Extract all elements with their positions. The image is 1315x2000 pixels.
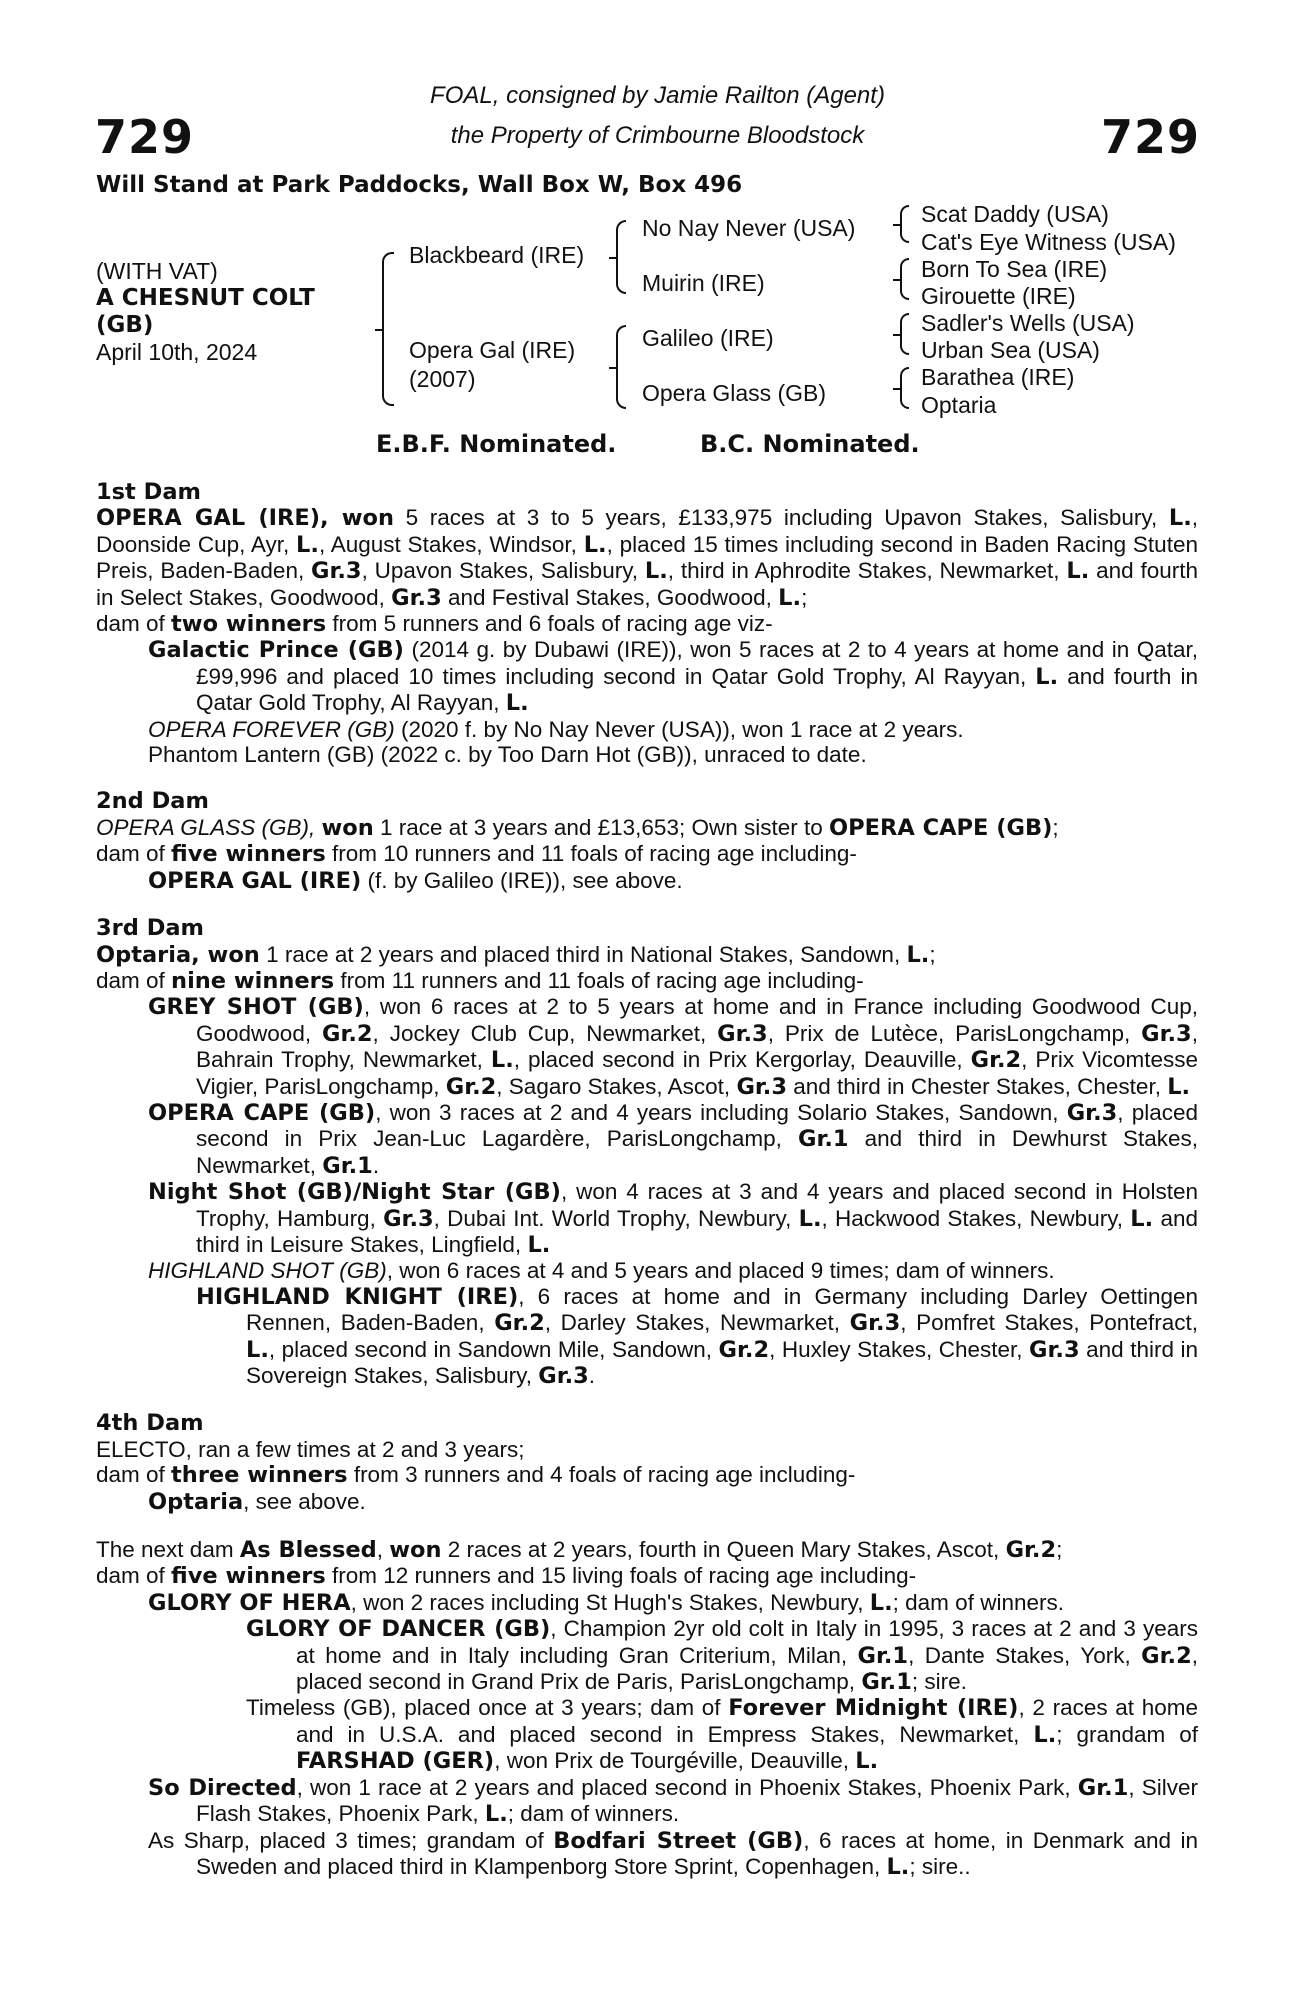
pedigree-paragraph <box>96 1179 1198 1258</box>
bold-text: Gr.3 <box>311 558 362 585</box>
text-run: , Darley Stakes, Newmarket, <box>544 1310 850 1336</box>
text-run: , won 2 races including St Hugh's Stakes, Newbury, <box>350 1589 870 1615</box>
text-run: , won 6 races at 2 to 5 years at home and in France including Goodwood Cup, Goodwood, <box>196 994 1198 1046</box>
bold-text: won <box>389 1537 442 1564</box>
text-run: from 3 runners and 4 foals of racing age including- <box>347 1462 856 1488</box>
text-run: from 5 runners and 6 foals of racing age viz- <box>326 611 773 637</box>
text-run: , Dante Stakes, York, <box>908 1642 1142 1668</box>
pedigree-paragraph <box>96 1100 1198 1179</box>
bold-text: Gr.2 <box>718 1336 770 1363</box>
bc-nominated: B.C. Nominated. <box>700 430 920 458</box>
bold-text: Gr.3 <box>736 1073 787 1100</box>
text-run: . <box>588 1363 596 1388</box>
bold-text: L. <box>855 1748 879 1775</box>
text-run: and fourth in Select Stakes, Goodwood, <box>96 558 1198 610</box>
text-run: , placed 15 times including second in Baden Racing Stuten Preis, Baden-Baden, <box>96 531 1198 584</box>
grandsire-3: Born To Sea (IRE) <box>921 256 1108 282</box>
dam-name: Opera Gal (IRE) <box>409 337 576 363</box>
pedigree-paragraph <box>96 1462 1198 1488</box>
bold-text: Gr.1 <box>322 1152 373 1179</box>
text-run: , 6 races at home and in Germany including Darley Oettingen Rennen, Baden-Baden, <box>246 1283 1198 1336</box>
text-run: , won 3 races at 2 and 4 years including Solario Stakes, Sandown, <box>375 1099 1067 1125</box>
text-run: , placed second in Prix Kergorlay, Deauville, <box>513 1047 971 1073</box>
grandsire-2: Cat's Eye Witness (USA) <box>921 229 1176 255</box>
bold-text: Gr.3 <box>538 1363 589 1389</box>
text-run: ELECTO, ran a few times at 2 and 3 years; <box>96 1436 525 1462</box>
pedigree-brace-g2 <box>900 258 909 300</box>
text-run: , Dubai Int. World Trophy, Newbury, <box>433 1205 799 1231</box>
bold-text: L. <box>583 531 607 558</box>
pedigree-paragraph <box>96 637 1198 716</box>
sire-dam-name: Muirin (IRE) <box>642 270 765 296</box>
text-run: , Bahrain Trophy, Newmarket, <box>196 1020 1198 1073</box>
text-run: As Sharp, placed 3 times; grandam of <box>148 1827 554 1853</box>
pedigree-paragraph <box>96 942 1198 968</box>
pedigree-brace-g1 <box>900 205 909 243</box>
dam-sire-name: Galileo (IRE) <box>642 325 774 351</box>
text-run: dam of <box>96 1563 172 1589</box>
pedigree-paragraph <box>96 611 1198 637</box>
bold-text: Forever Midnight (IRE) <box>728 1695 1019 1722</box>
text-run: and fourth in Qatar Gold Trophy, Al Rayyan, <box>196 663 1199 716</box>
grandsire-6: Urban Sea (USA) <box>921 337 1100 363</box>
bold-text: Gr.1 <box>797 1126 849 1153</box>
bold-text: Gr.2 <box>1005 1537 1057 1564</box>
bold-text: So Directed <box>148 1774 297 1801</box>
bold-text: L. <box>869 1589 893 1616</box>
bold-text: GREY SHOT (GB) <box>148 994 364 1021</box>
bold-text: L. <box>1167 1073 1191 1100</box>
text-run: , Champion 2yr old colt in Italy in 1995, 3 races at 2 and 3 years at home and in Italy including Gran Criterium, Milan, <box>296 1616 1198 1668</box>
bold-text: Gr.2 <box>321 1020 373 1047</box>
bold-text: L. <box>798 1205 822 1232</box>
bold-text: Gr.1 <box>861 1669 912 1696</box>
pedigree-paragraph <box>96 1537 1198 1563</box>
bold-text: OPERA CAPE (GB) <box>148 1099 376 1126</box>
text-run: , Hackwood Stakes, Newbury, <box>821 1205 1131 1231</box>
bold-text: Galactic Prince (GB) <box>148 637 404 664</box>
grandsire-8: Optaria <box>921 392 997 418</box>
text-run: ; <box>1056 1537 1063 1563</box>
grandsire-1: Scat Daddy (USA) <box>921 201 1109 227</box>
bold-text: L. <box>490 1047 514 1074</box>
bold-text: Gr.3 <box>717 1020 768 1047</box>
text-run: . <box>372 1152 380 1178</box>
section-heading: 2nd Dam <box>96 788 209 815</box>
standing-location: Will Stand at Park Paddocks, Wall Box W, Box 496 <box>96 172 743 198</box>
bold-text: L. <box>886 1853 910 1880</box>
bold-text: GLORY OF HERA <box>148 1589 351 1616</box>
pedigree-brace-sire <box>616 220 626 294</box>
dam-section <box>96 1411 1198 1515</box>
section-heading: 1st Dam <box>96 479 201 505</box>
pedigree-paragraph <box>96 1775 1198 1828</box>
bold-text: five winners <box>171 841 326 868</box>
pedigree-paragraph <box>96 841 1198 867</box>
lot-number-right: 729 <box>1100 110 1200 164</box>
pedigree-brace-main <box>382 252 394 406</box>
text-run: , 2 races at home and in U.S.A. and placed second in Empress Stakes, Newmarket, <box>296 1695 1198 1747</box>
bold-text: three winners <box>171 1462 348 1489</box>
text-run: from 10 runners and 11 foals of racing age including- <box>325 841 857 867</box>
pedigree-paragraph <box>96 742 1198 767</box>
bold-text: L. <box>296 531 319 558</box>
bold-text: won <box>321 814 374 841</box>
bold-text: L. <box>778 584 802 611</box>
pedigree-brace-dam <box>616 325 626 409</box>
text-run: ; sire.. <box>909 1853 971 1879</box>
pedigree-paragraph <box>96 868 1198 894</box>
text-run: , Prix Vicomtesse Vigier, ParisLongchamp, <box>196 1047 1198 1099</box>
text-run: , won 4 races at 3 and 4 years and placed second in Holsten Trophy, Hamburg, <box>196 1179 1198 1231</box>
bold-text: As Blessed <box>239 1537 377 1564</box>
bold-text: L. <box>906 941 930 968</box>
lot-number-left: 729 <box>95 110 195 164</box>
bold-text: L. <box>484 1801 508 1828</box>
pedigree-paragraph <box>96 994 1198 1100</box>
bold-text: nine winners <box>171 967 335 994</box>
text-run: ; <box>801 584 808 610</box>
text-run: 1 race at 3 years and £13,653; Own sister to <box>373 814 830 840</box>
bold-text: L. <box>1035 663 1059 690</box>
text-run: Timeless (GB), placed once at 3 years; dam of <box>246 1695 729 1721</box>
dam-year: (2007) <box>409 366 476 392</box>
catalogue-text <box>96 480 1198 1880</box>
text-run: The next dam <box>96 1537 240 1563</box>
pedigree-brace-g4 <box>900 367 909 409</box>
bold-text: Bodfari Street (GB) <box>553 1827 804 1854</box>
text-run: ; dam of winners. <box>892 1589 1064 1615</box>
bold-text: L. <box>246 1336 269 1363</box>
text-run: , third in Aphrodite Stakes, Newmarket, <box>667 558 1067 584</box>
text-run: ; <box>929 941 936 967</box>
bold-text: Gr.3 <box>1141 1020 1192 1047</box>
bold-text: Gr.2 <box>445 1073 497 1100</box>
text-run: , Upavon Stakes, Salisbury, <box>361 558 645 584</box>
bold-text: Optaria <box>148 1488 244 1515</box>
pedigree-brace-g3 <box>900 313 909 355</box>
text-run: Phantom Lantern (GB) (2022 c. by Too Darn Hot (GB)), unraced to date. <box>148 742 867 768</box>
bold-text: Gr.3 <box>1066 1099 1118 1126</box>
bold-text: L. <box>1066 558 1090 585</box>
sire-name: Blackbeard (IRE) <box>409 242 585 268</box>
bold-text: L. <box>1130 1205 1154 1232</box>
bold-text: two winners <box>171 611 327 638</box>
text-run: and third in Sovereign Stakes, Salisbury, <box>246 1336 1198 1388</box>
text-run: , Jockey Club Cup, Newmarket, <box>372 1020 718 1046</box>
pedigree-paragraph <box>96 717 1198 742</box>
bold-text: Gr.1 <box>857 1642 909 1669</box>
pedigree-paragraph <box>96 1563 1198 1589</box>
text-run: and Festival Stakes, Goodwood, <box>441 584 779 610</box>
section-heading: 3rd Dam <box>96 915 204 942</box>
bold-text: L. <box>1033 1721 1057 1748</box>
text-run: , Sagaro Stakes, Ascot, <box>496 1073 737 1099</box>
dam-section <box>96 1537 1198 1880</box>
bold-text: Optaria, won <box>96 941 260 968</box>
bold-text: Gr.2 <box>494 1310 545 1337</box>
dam-section <box>96 916 1198 1389</box>
dam-section <box>96 480 1198 767</box>
pedigree-paragraph <box>96 1695 1198 1774</box>
pedigree-paragraph <box>96 1258 1198 1283</box>
text-run: , see above. <box>243 1488 366 1514</box>
pedigree-paragraph <box>96 815 1198 841</box>
sire-sire-name: No Nay Never (USA) <box>642 215 856 241</box>
bold-text: HIGHLAND KNIGHT (IRE) <box>196 1283 519 1310</box>
text-run: , August Stakes, Windsor, <box>318 531 584 557</box>
italic-text: HIGHLAND SHOT (GB) <box>148 1258 387 1284</box>
text-run: dam of <box>96 611 172 637</box>
text-run: , 6 races at home, in Denmark and in Sweden and placed third in Klampenborg Store Sprint, Copenhagen, <box>196 1827 1198 1879</box>
pedigree-paragraph <box>96 505 1198 611</box>
italic-text: OPERA FOREVER (GB) <box>148 716 395 742</box>
bold-text: L. <box>527 1231 551 1258</box>
pedigree-paragraph <box>96 1828 1198 1881</box>
text-run: and third in Leisure Stakes, Lingfield, <box>196 1205 1198 1257</box>
pedigree-paragraph <box>96 1590 1198 1616</box>
text-run: ; sire. <box>911 1669 967 1695</box>
text-run: , Silver Flash Stakes, Phoenix Park, <box>196 1774 1199 1827</box>
bold-text: OPERA CAPE (GB) <box>829 814 1053 841</box>
text-run: 2 races at 2 years, fourth in Queen Mary Stakes, Ascot, <box>441 1537 1006 1563</box>
text-run: , <box>376 1537 390 1563</box>
text-run: , Doonside Cup, Ayr, <box>96 505 1199 557</box>
text-run: dam of <box>96 967 172 993</box>
text-run: , won Prix de Tourgéville, Deauville, <box>494 1748 856 1774</box>
text-run: , won 1 race at 2 years and placed second in Phoenix Stakes, Phoenix Park, <box>296 1774 1078 1800</box>
text-run: dam of <box>96 841 172 867</box>
text-run: ; dam of winners. <box>507 1801 680 1827</box>
text-run: , placed second in Prix Jean-Luc Lagardère, ParisLongchamp, <box>196 1099 1198 1152</box>
bold-text: GLORY OF DANCER (GB) <box>246 1616 551 1643</box>
lot-name-line-2: (GB) <box>96 312 154 338</box>
bold-text: Gr.2 <box>1141 1642 1192 1669</box>
text-run: , placed second in Sandown Mile, Sandown, <box>268 1336 719 1362</box>
text-run: ; grandam of <box>1056 1721 1198 1747</box>
text-run: from 12 runners and 15 living foals of racing age including- <box>325 1563 917 1589</box>
bold-text: Gr.3 <box>1029 1336 1080 1363</box>
text-run: , Prix de Lutèce, ParisLongchamp, <box>767 1020 1142 1046</box>
ebf-nominated: E.B.F. Nominated. <box>376 430 617 458</box>
lot-name-line-1: A CHESNUT COLT <box>96 285 315 311</box>
italic-text: OPERA GLASS (GB), <box>96 814 322 840</box>
text-run: 5 races at 3 to 5 years, £133,975 including Upavon Stakes, Salisbury, <box>394 505 1169 531</box>
bold-text: L. <box>1168 505 1192 532</box>
pedigree-paragraph <box>96 1489 1198 1515</box>
pedigree-paragraph <box>96 968 1198 994</box>
bold-text: Gr.1 <box>1077 1774 1129 1801</box>
pedigree-paragraph <box>96 1616 1198 1695</box>
bold-text: Gr.2 <box>970 1047 1022 1074</box>
text-run: from 11 runners and 11 foals of racing age including- <box>334 967 864 993</box>
bold-text: OPERA GAL (IRE), won <box>96 505 395 532</box>
bold-text: FARSHAD (GER) <box>296 1748 495 1775</box>
text-run: and third in Dewhurst Stakes, Newmarket, <box>196 1126 1198 1178</box>
text-run: (2014 g. by Dubawi (IRE)), won 5 races at 2 to 4 years at home and in Qatar, £99,996 and placed 10 times including second in Qatar Gold Trophy, Al Rayyan, <box>196 637 1198 689</box>
bold-text: Gr.3 <box>391 584 442 611</box>
vat-label: (WITH VAT) <box>96 258 218 284</box>
text-run: , placed second in Grand Prix de Paris, ParisLongchamp, <box>296 1642 1198 1695</box>
text-run: (f. by Galileo (IRE)), see above. <box>361 867 683 893</box>
bold-text: L. <box>644 558 668 585</box>
text-run: 1 race at 2 years and placed third in National Stakes, Sandown, <box>259 941 907 967</box>
pedigree-paragraph <box>96 1284 1198 1390</box>
text-run: dam of <box>96 1462 172 1488</box>
text-run: and third in Chester Stakes, Chester, <box>787 1073 1168 1099</box>
grandsire-7: Barathea (IRE) <box>921 364 1075 390</box>
dam-section <box>96 789 1198 894</box>
pedigree-paragraph <box>96 1437 1198 1462</box>
bold-text: L. <box>505 690 529 717</box>
foaling-date: April 10th, 2024 <box>96 339 258 365</box>
bold-text: Night Shot (GB)/Night Star (GB) <box>148 1179 561 1206</box>
text-run: , Huxley Stakes, Chester, <box>769 1336 1030 1362</box>
bold-text: OPERA GAL (IRE) <box>148 867 362 894</box>
text-run: , won 6 races at 4 and 5 years and placed 9 times; dam of winners. <box>386 1258 1055 1284</box>
bold-text: Gr.3 <box>849 1310 901 1337</box>
grandsire-5: Sadler's Wells (USA) <box>921 310 1135 336</box>
text-run: (2020 f. by No Nay Never (USA)), won 1 race at 2 years. <box>394 716 964 742</box>
dam-dam-name: Opera Glass (GB) <box>642 380 827 406</box>
bold-text: five winners <box>171 1563 326 1590</box>
grandsire-4: Girouette (IRE) <box>921 283 1076 309</box>
text-run: , Pomfret Stakes, Pontefract, <box>900 1310 1199 1336</box>
bold-text: Gr.3 <box>383 1205 434 1232</box>
text-run: ; <box>1052 814 1059 840</box>
section-heading: 4th Dam <box>96 1410 204 1437</box>
consignment-line-2: the Property of Crimbourne Bloodstock <box>450 122 865 149</box>
consignment-line-1: FOAL, consigned by Jamie Railton (Agent) <box>430 82 885 109</box>
